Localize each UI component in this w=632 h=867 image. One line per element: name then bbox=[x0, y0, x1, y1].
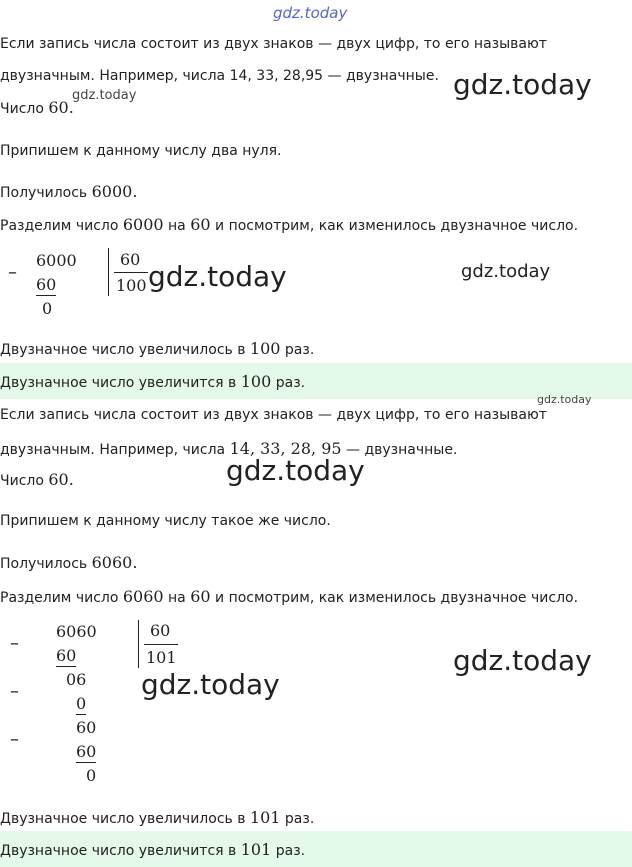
text: Разделим число bbox=[0, 218, 119, 234]
math-number: 60 bbox=[48, 470, 69, 489]
math-number: 60 bbox=[48, 98, 69, 117]
text: Двузначное число увеличится в bbox=[0, 375, 237, 391]
text: раз. bbox=[284, 811, 315, 827]
minus-sign: – bbox=[10, 729, 19, 750]
paragraph-divide bbox=[0, 587, 578, 606]
paragraph-example: двузначным. Например, числа 14, 33, 28,95 — двузначные. bbox=[0, 68, 439, 84]
text: Двузначное число увеличилось в bbox=[0, 811, 246, 827]
division-bar bbox=[108, 248, 109, 296]
text: на bbox=[168, 590, 186, 606]
math-number: 101 bbox=[240, 840, 272, 859]
watermark: gdz.today bbox=[453, 644, 592, 677]
punct: . bbox=[132, 553, 138, 572]
paragraph-result bbox=[0, 553, 137, 572]
paragraph-definition: Если запись числа состоит из двух знаков — двух цифр, то его называют bbox=[0, 36, 547, 52]
text: раз. bbox=[275, 375, 306, 391]
paragraph-result bbox=[0, 182, 137, 201]
watermark: gdz.today bbox=[72, 88, 137, 103]
math-number: 60 bbox=[190, 215, 211, 234]
text: раз. bbox=[275, 843, 306, 859]
punct: . bbox=[132, 182, 138, 201]
math-number: 100 bbox=[249, 339, 281, 358]
text: — двузначные. bbox=[346, 442, 458, 458]
math-number: 100 bbox=[240, 372, 272, 391]
divisor-line bbox=[114, 272, 148, 273]
watermark: gdz.today bbox=[148, 260, 287, 293]
watermark: gdz.today bbox=[226, 454, 365, 487]
divisor: 60 bbox=[120, 250, 141, 269]
text: двузначным. Например, числа bbox=[0, 442, 226, 458]
remainder: 06 bbox=[66, 670, 87, 689]
divisor-line bbox=[144, 644, 178, 645]
label: Число bbox=[0, 473, 44, 489]
paragraph-definition: Если запись числа состоит из двух знаков — двух цифр, то его называют bbox=[0, 407, 547, 423]
dividend: 6000 bbox=[36, 251, 77, 270]
text: и посмотрим, как изменилось двузначное число. bbox=[215, 590, 579, 606]
math-number: 6000 bbox=[91, 182, 133, 201]
quotient: 100 bbox=[116, 276, 147, 295]
math-number: 6000 bbox=[122, 215, 164, 234]
divisor: 60 bbox=[150, 621, 171, 640]
watermark: gdz.today bbox=[141, 668, 280, 701]
paragraph-step: Припишем к данному числу два нуля. bbox=[0, 143, 282, 159]
answer-text bbox=[0, 372, 305, 391]
punct: . bbox=[68, 98, 74, 117]
paragraph-conclusion bbox=[0, 339, 314, 358]
paragraph-step: Припишем к данному числу такое же число. bbox=[0, 513, 331, 529]
label: Получилось bbox=[0, 556, 88, 572]
text: раз. bbox=[284, 342, 315, 358]
label: Число bbox=[0, 101, 44, 117]
punct: . bbox=[68, 470, 74, 489]
subtrahend: 60 bbox=[76, 742, 97, 761]
text: Разделим число bbox=[0, 590, 119, 606]
division-bar bbox=[138, 620, 139, 668]
text: Двузначное число увеличилось в bbox=[0, 342, 246, 358]
watermark: gdz.today bbox=[537, 393, 592, 406]
text: и посмотрим, как изменилось двузначное число. bbox=[215, 218, 579, 234]
quotient: 101 bbox=[146, 648, 177, 667]
paragraph-conclusion bbox=[0, 808, 314, 827]
math-number: 101 bbox=[249, 808, 281, 827]
remainder: 0 bbox=[42, 299, 53, 318]
dividend: 6060 bbox=[56, 622, 97, 641]
subtrahend: 0 bbox=[76, 694, 87, 713]
watermark: gdz.today bbox=[453, 68, 592, 101]
remainder: 60 bbox=[76, 718, 97, 737]
watermark: gdz.today bbox=[461, 261, 551, 282]
math-number: 6060 bbox=[91, 553, 133, 572]
paragraph-divide bbox=[0, 215, 578, 234]
answer-text bbox=[0, 840, 305, 859]
paragraph-number bbox=[0, 98, 74, 117]
remainder: 0 bbox=[86, 766, 97, 785]
text: Двузначное число увеличится в bbox=[0, 843, 237, 859]
label: Получилось bbox=[0, 185, 88, 201]
math-numbers: 14, 33, 28, 95 bbox=[229, 439, 342, 458]
math-number: 60 bbox=[190, 587, 211, 606]
subtrahend: 60 bbox=[56, 646, 77, 665]
minus-sign: – bbox=[10, 633, 19, 654]
paragraph-number bbox=[0, 470, 74, 489]
subtrahend: 60 bbox=[36, 275, 57, 294]
math-number: 6060 bbox=[122, 587, 164, 606]
minus-sign: – bbox=[8, 262, 17, 283]
watermark-top: gdz.today bbox=[273, 4, 348, 22]
minus-sign: – bbox=[10, 681, 19, 702]
text: на bbox=[168, 218, 186, 234]
answer-box bbox=[0, 831, 632, 867]
